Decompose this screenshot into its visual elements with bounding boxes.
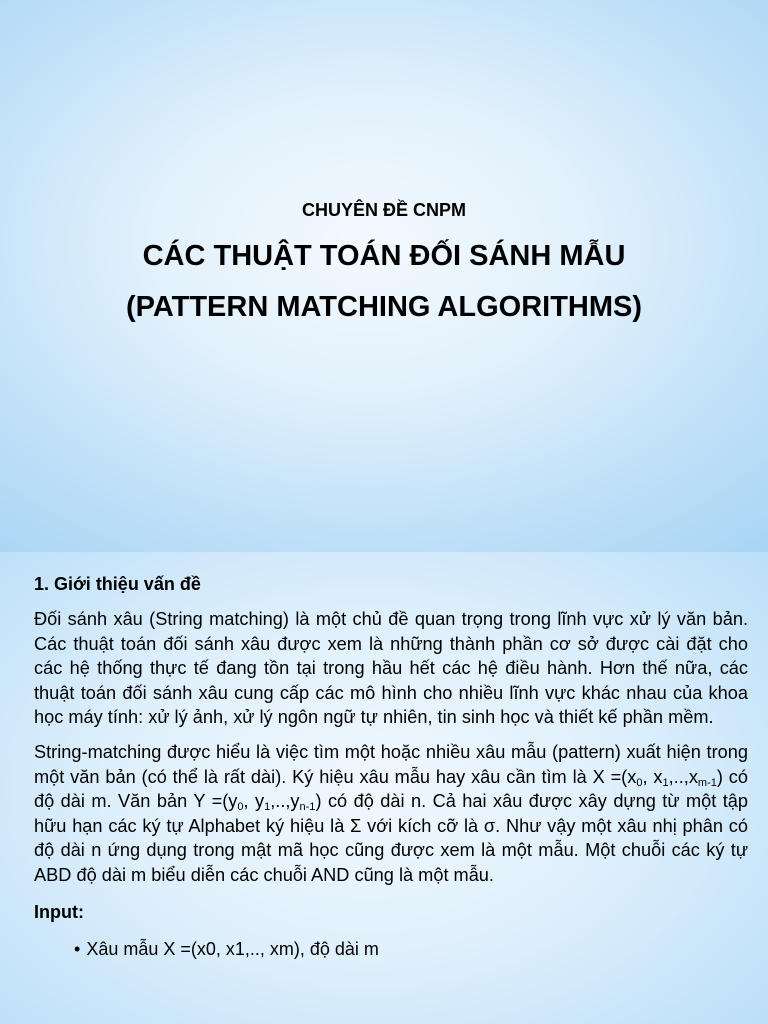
paragraph-definition: String-matching được hiểu là việc tìm một hoặc nhiều xâu mẫu (pattern) xuất hiện trong một văn bản (có thể là rất dài). Ký hiệu xâu mẫu hay xâu cần tìm là $X =(x_0$, $x_1,..,x_{m-1}$) có độ dài m. Văn bản $Y =(y_0$, $y_1,..,y_{n-1}$) có độ dài n. Cả hai xâu được xây dựng từ một tập hữu hạn các ký tự Alphabet ký hiệu là Σ với kích cỡ là σ. Như vậy một xâu nhị phân có độ dài n ứng dụng trong mật mã học cũng được xem là một mẫu. Một chuỗi các ký tự ABD độ dài m biểu diễn các chuỗi AND cũng là một mẫu. [34, 741, 749, 885]
paragraph-intro: Đối sánh xâu (String matching) là một chủ đề quan trọng trong lĩnh vực xử lý văn bản. Các thuật toán đối sánh xâu được xem là những thành phần cơ sở được cài đặt cho các hệ thống thực tế đang tồn tại trong hầu hết các hệ điều hành. Hơn thế nữa, các thuật toán đối sánh xâu cung cấp các mô hình cho nhiều lĩnh vực khác nhau của khoa học máy tính: xử lý ảnh, xử lý ngôn ngữ tự nhiên, tin sinh học và thiết kế phần mềm. [34, 609, 748, 728]
slide-subtitle: CHUYÊN ĐỀ CNPM [301, 200, 466, 220]
bullet-icon: • [74, 938, 81, 959]
slide-title-vietnamese: CÁC THUẬT TOÁN ĐỐI SÁNH MẪU [142, 240, 626, 272]
list-item: • Xâu mẫu X =(x0, x1,.., xm), độ dài m [74, 938, 379, 959]
section-heading: 1. Giới thiệu vấn đề [34, 574, 201, 594]
input-heading: Input: [34, 901, 84, 922]
content-slide [0, 552, 768, 1024]
slide-title-english: (PATTERN MATCHING ALGORITHMS) [125, 291, 643, 323]
